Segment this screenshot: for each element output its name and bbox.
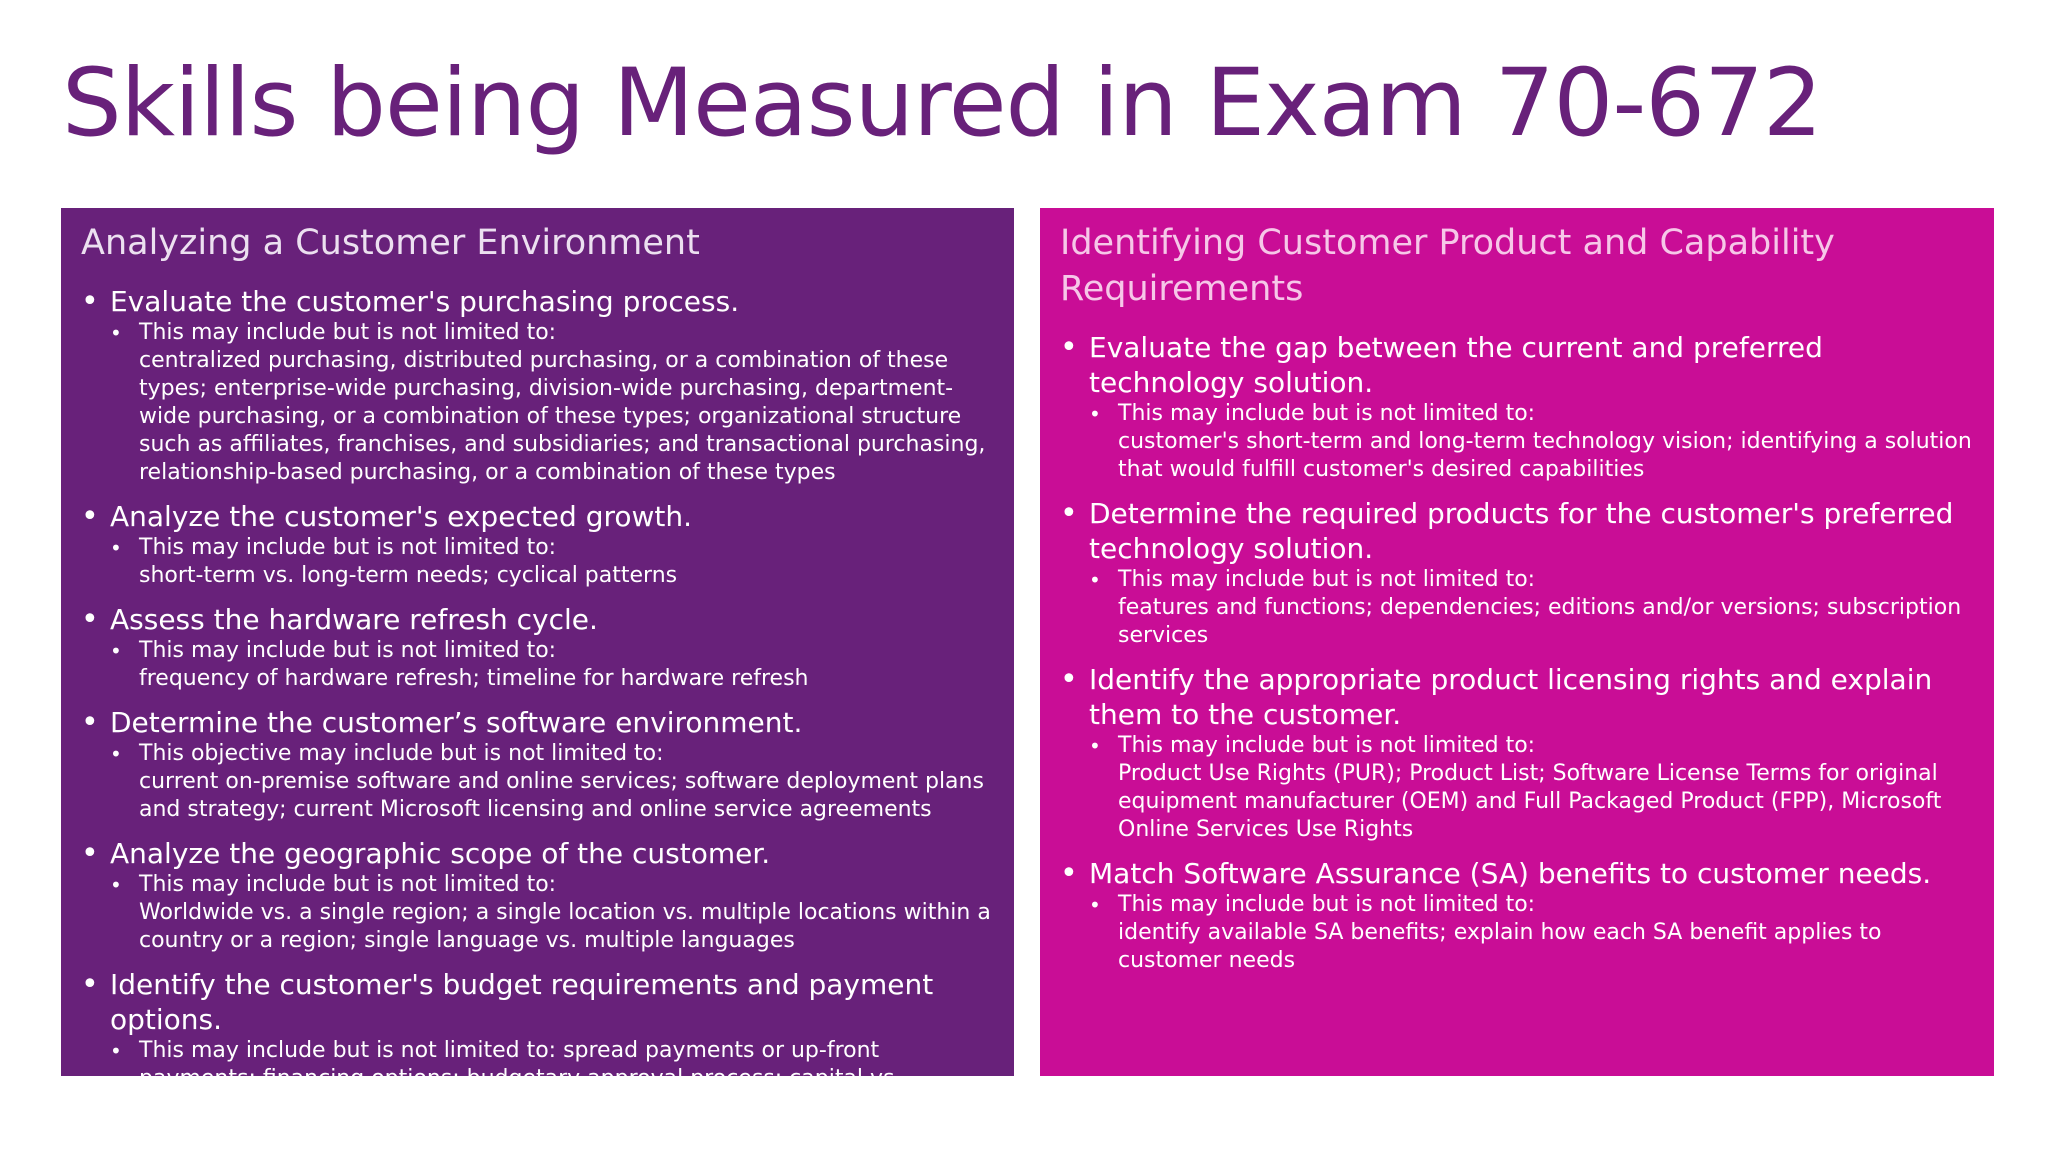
objective-title: • Evaluate the customer's purchasing process. (110, 285, 740, 318)
objective-title: • Assess the hardware refresh cycle. (110, 603, 598, 636)
detail-text: frequency of hardware refresh; timeline for hardware refresh (139, 666, 809, 691)
objective-item (81, 499, 996, 590)
objective-detail (110, 1037, 996, 1121)
detail-lead: • This may include but is not limited to: (139, 320, 557, 345)
detail-text: current on-premise software and online services; software deployment plans and strategy; current Microsoft licensing and online service agreements (139, 769, 984, 822)
detail-lead: • This may include but is not limited to: (1118, 892, 1536, 917)
objective-title: • Determine the customer’s software environment. (110, 706, 803, 739)
detail-text: Worldwide vs. a single region; a single location vs. multiple locations within a country or a region; single language vs. multiple languages (139, 900, 991, 953)
detail-text: short-term vs. long-term needs; cyclical patterns (139, 563, 678, 588)
objective-item (1060, 330, 1976, 484)
detail-lead: • This may include but is not limited to: (1118, 567, 1536, 592)
detail-text: Product Use Rights (PUR); Product List; Software License Terms for original equipment manufacturer (OEM) and Full Packaged Product (FPP), Microsoft Online Services Use Rights (1118, 761, 1942, 842)
objective-list (81, 284, 996, 1121)
detail-lead: • This objective may include but is not limited to: (139, 741, 664, 766)
detail-text: customer's short-term and long-term technology vision; identifying a solution that would fulfill customer's desired capabilities (1118, 429, 1972, 482)
objective-detail (1089, 400, 1976, 484)
objective-detail (1089, 732, 1976, 844)
objective-item (1060, 496, 1976, 650)
slide-title: Skills being Measured in Exam 70-672 (62, 49, 1822, 158)
panel-product-requirements (1040, 208, 1994, 1076)
objective-detail (110, 871, 996, 955)
detail-lead: • This may include but is not limited to: (1118, 733, 1536, 758)
detail-lead: • This may include but is not limited to: (139, 535, 557, 560)
objective-detail (1089, 566, 1976, 650)
objective-detail (110, 740, 996, 824)
objective-item (81, 602, 996, 693)
panel-heading: Analyzing a Customer Environment (81, 223, 700, 263)
detail-text: centralized purchasing, distributed purchasing, or a combination of these types; enterprise-wide purchasing, division-wide purchasing, department-wide purchasing, or a combination of these types; organizational structure such as affiliates, franchises, and subsidiaries; and transactional purchasing, relationship-based purchasing, or a combination of these types (139, 348, 986, 485)
objective-title: • Match Software Assurance (SA) benefits to customer needs. (1089, 857, 1932, 890)
objective-item (81, 836, 996, 955)
detail-lead: • This may include but is not limited to: spread payments or up-front payments; financing options; budgetary approval process; capital vs. operational expenditure (139, 1038, 902, 1119)
objective-title: • Identify the appropriate product licensing rights and explain them to the customer. (1089, 663, 1933, 731)
objective-detail (1089, 891, 1976, 975)
detail-text: features and functions; dependencies; editions and/or versions; subscription services (1118, 595, 1962, 648)
objective-title: • Identify the customer's budget requirements and payment options. (110, 968, 934, 1036)
objective-title: • Evaluate the gap between the current and preferred technology solution. (1089, 331, 1823, 399)
objective-detail (110, 637, 996, 693)
detail-text: identify available SA benefits; explain how each SA benefit applies to customer needs (1118, 920, 1882, 973)
detail-lead: • This may include but is not limited to: (139, 638, 557, 663)
detail-lead: • This may include but is not limited to: (139, 872, 557, 897)
panel-customer-environment (61, 208, 1014, 1119)
objective-title: • Analyze the geographic scope of the customer. (110, 837, 771, 870)
objective-item (81, 705, 996, 824)
objective-item (1060, 856, 1976, 975)
detail-lead: • This may include but is not limited to: (1118, 401, 1536, 426)
objective-title: • Analyze the customer's expected growth. (110, 500, 693, 533)
objective-item (1060, 662, 1976, 844)
objective-detail (110, 319, 996, 487)
objective-detail (110, 534, 996, 590)
objective-list (1060, 330, 1976, 975)
objective-item (81, 967, 996, 1121)
objective-item (81, 284, 996, 487)
panel-heading: Identifying Customer Product and Capability Requirements (1060, 223, 1835, 309)
objective-title: • Determine the required products for the customer's preferred technology solution. (1089, 497, 1954, 565)
